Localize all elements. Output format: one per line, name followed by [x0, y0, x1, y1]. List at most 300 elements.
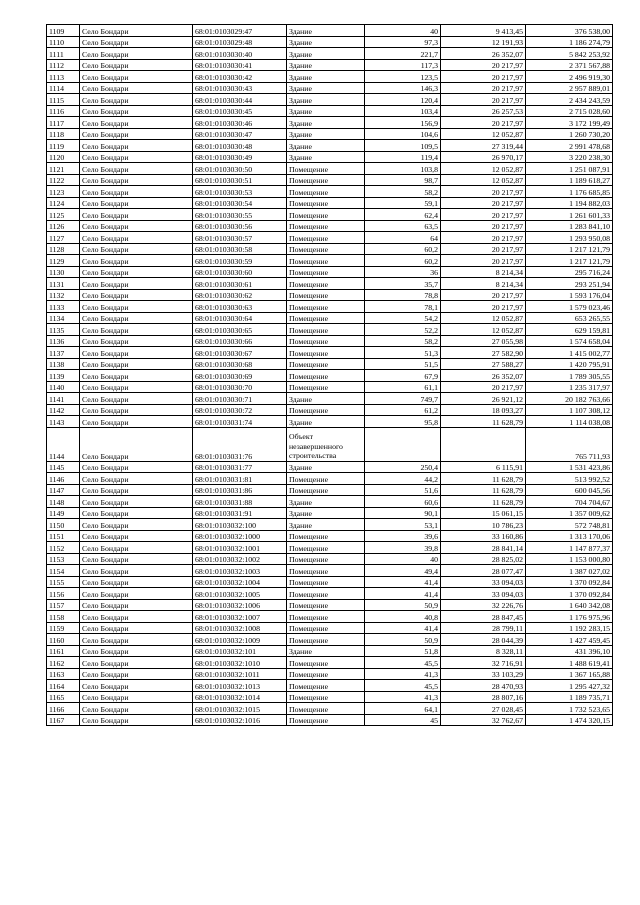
cadastral-number-cell: 68:01:0103030:51 — [193, 174, 287, 186]
cadastral-value-cell: 1 192 283,15 — [526, 622, 613, 634]
cadastral-number-cell: 68:01:0103030:70 — [193, 381, 287, 393]
cadastral-number-cell: 68:01:0103029:48 — [193, 36, 287, 48]
row-number-cell: 1123 — [47, 186, 80, 198]
row-number-cell: 1154 — [47, 565, 80, 577]
cadastral-value-cell: 1 107 308,12 — [526, 404, 613, 416]
settlement-cell: Село Бондари — [80, 232, 193, 244]
area-cell: 58,2 — [365, 335, 441, 347]
unit-price-cell: 15 061,15 — [441, 507, 526, 519]
row-number-cell: 1147 — [47, 484, 80, 496]
cadastral-number-cell: 68:01:0103030:59 — [193, 255, 287, 267]
area-cell: 60,6 — [365, 496, 441, 508]
table-row — [47, 289, 613, 301]
cadastral-number-cell: 68:01:0103032:1006 — [193, 599, 287, 611]
cadastral-number-cell: 68:01:0103030:40 — [193, 48, 287, 60]
cadastral-number-cell: 68:01:0103032:1001 — [193, 542, 287, 554]
area-cell: 58,2 — [365, 186, 441, 198]
object-type-cell: Здание — [287, 393, 365, 405]
table-row — [47, 82, 613, 94]
cadastral-value-cell: 1 574 658,04 — [526, 335, 613, 347]
unit-price-cell: 28 077,47 — [441, 565, 526, 577]
row-number-cell: 1151 — [47, 530, 80, 542]
row-number-cell: 1124 — [47, 197, 80, 209]
settlement-cell: Село Бондари — [80, 530, 193, 542]
row-number-cell: 1125 — [47, 209, 80, 221]
settlement-cell: Село Бондари — [80, 25, 193, 37]
cadastral-number-cell: 68:01:0103032:1008 — [193, 622, 287, 634]
table-row — [47, 324, 613, 336]
cadastral-value-cell: 1 235 317,97 — [526, 381, 613, 393]
area-cell: 63,5 — [365, 220, 441, 232]
area-cell: 95,8 — [365, 416, 441, 428]
settlement-cell: Село Бондари — [80, 278, 193, 290]
row-number-cell: 1109 — [47, 25, 80, 37]
table-row — [47, 634, 613, 646]
unit-price-cell: 11 628,79 — [441, 496, 526, 508]
property-register-table — [46, 24, 613, 726]
row-number-cell: 1120 — [47, 151, 80, 163]
settlement-cell: Село Бондари — [80, 393, 193, 405]
cadastral-number-cell: 68:01:0103030:67 — [193, 347, 287, 359]
register-body — [47, 25, 613, 726]
table-row — [47, 255, 613, 267]
settlement-cell: Село Бондари — [80, 174, 193, 186]
cadastral-value-cell: 2 371 567,88 — [526, 59, 613, 71]
cadastral-number-cell: 68:01:0103032:1004 — [193, 576, 287, 588]
area-cell: 146,3 — [365, 82, 441, 94]
cadastral-number-cell: 68:01:0103032:1015 — [193, 703, 287, 715]
area-cell: 67,9 — [365, 370, 441, 382]
object-type-cell: Помещение — [287, 278, 365, 290]
table-row — [47, 404, 613, 416]
settlement-cell: Село Бондари — [80, 312, 193, 324]
area-cell: 45,5 — [365, 680, 441, 692]
settlement-cell: Село Бондари — [80, 657, 193, 669]
settlement-cell: Село Бондари — [80, 82, 193, 94]
row-number-cell: 1119 — [47, 140, 80, 152]
table-row — [47, 703, 613, 715]
unit-price-cell: 32 762,67 — [441, 714, 526, 726]
area-cell: 40,8 — [365, 611, 441, 623]
object-type-cell: Здание — [287, 36, 365, 48]
area-cell: 61,1 — [365, 381, 441, 393]
table-row — [47, 645, 613, 657]
object-type-cell: Здание — [287, 71, 365, 83]
cadastral-value-cell: 1 732 523,65 — [526, 703, 613, 715]
object-type-cell: Помещение — [287, 657, 365, 669]
object-type-cell: Здание — [287, 519, 365, 531]
cadastral-value-cell: 20 182 763,66 — [526, 393, 613, 405]
cadastral-value-cell: 1 640 342,08 — [526, 599, 613, 611]
unit-price-cell: 33 094,03 — [441, 588, 526, 600]
cadastral-number-cell: 68:01:0103031:77 — [193, 461, 287, 473]
table-row — [47, 117, 613, 129]
object-type-cell: Помещение — [287, 266, 365, 278]
table-row — [47, 657, 613, 669]
settlement-cell: Село Бондари — [80, 151, 193, 163]
unit-price-cell: 20 217,97 — [441, 197, 526, 209]
cadastral-number-cell: 68:01:0103031:91 — [193, 507, 287, 519]
settlement-cell: Село Бондари — [80, 427, 193, 461]
cadastral-number-cell: 68:01:0103030:54 — [193, 197, 287, 209]
area-cell: 41,4 — [365, 622, 441, 634]
row-number-cell: 1148 — [47, 496, 80, 508]
settlement-cell: Село Бондари — [80, 703, 193, 715]
unit-price-cell: 28 841,14 — [441, 542, 526, 554]
settlement-cell: Село Бондари — [80, 71, 193, 83]
cadastral-number-cell: 68:01:0103029:47 — [193, 25, 287, 37]
table-row — [47, 576, 613, 588]
object-type-cell: Помещение — [287, 691, 365, 703]
settlement-cell: Село Бондари — [80, 94, 193, 106]
cadastral-value-cell: 2 434 243,59 — [526, 94, 613, 106]
cadastral-number-cell: 68:01:0103032:100 — [193, 519, 287, 531]
object-type-cell: Помещение — [287, 634, 365, 646]
area-cell: 60,2 — [365, 243, 441, 255]
object-type-cell: Помещение — [287, 484, 365, 496]
object-type-cell: Здание — [287, 128, 365, 140]
cadastral-value-cell: 1 427 459,45 — [526, 634, 613, 646]
cadastral-value-cell: 1 260 730,20 — [526, 128, 613, 140]
row-number-cell: 1118 — [47, 128, 80, 140]
area-cell: 51,6 — [365, 484, 441, 496]
object-type-cell: Помещение — [287, 289, 365, 301]
row-number-cell: 1158 — [47, 611, 80, 623]
area-cell: 45 — [365, 714, 441, 726]
unit-price-cell: 18 093,27 — [441, 404, 526, 416]
table-row — [47, 266, 613, 278]
area-cell: 53,1 — [365, 519, 441, 531]
area-cell: 109,5 — [365, 140, 441, 152]
object-type-cell: Помещение — [287, 530, 365, 542]
cadastral-value-cell: 765 711,93 — [526, 427, 613, 461]
row-number-cell: 1135 — [47, 324, 80, 336]
area-cell: 250,4 — [365, 461, 441, 473]
area-cell: 117,3 — [365, 59, 441, 71]
cadastral-number-cell: 68:01:0103031:76 — [193, 427, 287, 461]
object-type-cell: Здание — [287, 645, 365, 657]
area-cell: 64,1 — [365, 703, 441, 715]
row-number-cell: 1134 — [47, 312, 80, 324]
unit-price-cell: 6 115,91 — [441, 461, 526, 473]
row-number-cell: 1131 — [47, 278, 80, 290]
unit-price-cell: 26 970,17 — [441, 151, 526, 163]
settlement-cell: Село Бондари — [80, 473, 193, 485]
area-cell: 36 — [365, 266, 441, 278]
object-type-cell: Помещение — [287, 404, 365, 416]
area-cell — [365, 427, 441, 461]
area-cell: 156,9 — [365, 117, 441, 129]
settlement-cell: Село Бондари — [80, 358, 193, 370]
cadastral-number-cell: 68:01:0103032:1010 — [193, 657, 287, 669]
area-cell: 45,5 — [365, 657, 441, 669]
area-cell: 51,5 — [365, 358, 441, 370]
unit-price-cell: 28 044,39 — [441, 634, 526, 646]
settlement-cell: Село Бондари — [80, 163, 193, 175]
unit-price-cell: 26 921,12 — [441, 393, 526, 405]
object-type-cell: Помещение — [287, 553, 365, 565]
row-number-cell: 1122 — [47, 174, 80, 186]
table-row — [47, 36, 613, 48]
table-row — [47, 473, 613, 485]
area-cell: 41,4 — [365, 588, 441, 600]
unit-price-cell: 27 028,45 — [441, 703, 526, 715]
settlement-cell: Село Бондари — [80, 507, 193, 519]
unit-price-cell: 20 217,97 — [441, 232, 526, 244]
area-cell: 221,7 — [365, 48, 441, 60]
unit-price-cell: 8 328,11 — [441, 645, 526, 657]
object-type-cell: Помещение — [287, 576, 365, 588]
cadastral-value-cell: 1 189 618,27 — [526, 174, 613, 186]
row-number-cell: 1157 — [47, 599, 80, 611]
cadastral-value-cell: 2 991 478,68 — [526, 140, 613, 152]
row-number-cell: 1111 — [47, 48, 80, 60]
row-number-cell: 1159 — [47, 622, 80, 634]
area-cell: 119,4 — [365, 151, 441, 163]
area-cell: 78,8 — [365, 289, 441, 301]
table-row — [47, 59, 613, 71]
row-number-cell: 1128 — [47, 243, 80, 255]
cadastral-value-cell: 1 147 877,37 — [526, 542, 613, 554]
cadastral-value-cell: 1 194 882,03 — [526, 197, 613, 209]
cadastral-number-cell: 68:01:0103031:86 — [193, 484, 287, 496]
unit-price-cell: 8 214,34 — [441, 266, 526, 278]
cadastral-number-cell: 68:01:0103030:49 — [193, 151, 287, 163]
object-type-cell: Помещение — [287, 714, 365, 726]
cadastral-number-cell: 68:01:0103030:50 — [193, 163, 287, 175]
area-cell: 50,9 — [365, 599, 441, 611]
object-type-cell: Здание — [287, 416, 365, 428]
table-row — [47, 163, 613, 175]
cadastral-value-cell: 1 283 841,10 — [526, 220, 613, 232]
area-cell: 35,7 — [365, 278, 441, 290]
cadastral-number-cell: 68:01:0103032:1005 — [193, 588, 287, 600]
row-number-cell: 1133 — [47, 301, 80, 313]
cadastral-number-cell: 68:01:0103030:65 — [193, 324, 287, 336]
row-number-cell: 1113 — [47, 71, 80, 83]
unit-price-cell: 10 786,23 — [441, 519, 526, 531]
object-type-cell: Помещение — [287, 381, 365, 393]
unit-price-cell: 20 217,97 — [441, 301, 526, 313]
area-cell: 44,2 — [365, 473, 441, 485]
cadastral-value-cell: 1 415 002,77 — [526, 347, 613, 359]
object-type-cell: Помещение — [287, 680, 365, 692]
row-number-cell: 1164 — [47, 680, 80, 692]
cadastral-number-cell: 68:01:0103030:66 — [193, 335, 287, 347]
settlement-cell: Село Бондари — [80, 576, 193, 588]
row-number-cell: 1165 — [47, 691, 80, 703]
cadastral-value-cell: 1 579 023,46 — [526, 301, 613, 313]
unit-price-cell: 33 094,03 — [441, 576, 526, 588]
row-number-cell: 1132 — [47, 289, 80, 301]
object-type-cell: Помещение — [287, 542, 365, 554]
unit-price-cell: 20 217,97 — [441, 59, 526, 71]
table-row — [47, 71, 613, 83]
cadastral-number-cell: 68:01:0103030:43 — [193, 82, 287, 94]
unit-price-cell: 20 217,97 — [441, 209, 526, 221]
row-number-cell: 1138 — [47, 358, 80, 370]
object-type-cell: Помещение — [287, 312, 365, 324]
object-type-cell: Здание — [287, 48, 365, 60]
settlement-cell: Село Бондари — [80, 347, 193, 359]
cadastral-number-cell: 68:01:0103031:81 — [193, 473, 287, 485]
area-cell: 749,7 — [365, 393, 441, 405]
area-cell: 51,3 — [365, 347, 441, 359]
settlement-cell: Село Бондари — [80, 266, 193, 278]
unit-price-cell: 20 217,97 — [441, 289, 526, 301]
cadastral-number-cell: 68:01:0103032:1002 — [193, 553, 287, 565]
cadastral-value-cell: 293 251,94 — [526, 278, 613, 290]
cadastral-value-cell: 376 538,00 — [526, 25, 613, 37]
cadastral-number-cell: 68:01:0103030:42 — [193, 71, 287, 83]
cadastral-value-cell: 1 261 601,33 — [526, 209, 613, 221]
unit-price-cell: 27 582,90 — [441, 347, 526, 359]
table-row — [47, 599, 613, 611]
row-number-cell: 1167 — [47, 714, 80, 726]
settlement-cell: Село Бондари — [80, 404, 193, 416]
area-cell: 61,2 — [365, 404, 441, 416]
unit-price-cell: 20 217,97 — [441, 71, 526, 83]
area-cell: 51,8 — [365, 645, 441, 657]
unit-price-cell: 28 825,02 — [441, 553, 526, 565]
table-row — [47, 232, 613, 244]
cadastral-number-cell: 68:01:0103030:55 — [193, 209, 287, 221]
object-type-cell: Помещение — [287, 232, 365, 244]
unit-price-cell: 27 319,44 — [441, 140, 526, 152]
row-number-cell: 1152 — [47, 542, 80, 554]
settlement-cell: Село Бондари — [80, 634, 193, 646]
row-number-cell: 1142 — [47, 404, 80, 416]
settlement-cell: Село Бондари — [80, 381, 193, 393]
settlement-cell: Село Бондари — [80, 186, 193, 198]
settlement-cell: Село Бондари — [80, 289, 193, 301]
unit-price-cell: 27 588,27 — [441, 358, 526, 370]
object-type-cell: Помещение — [287, 163, 365, 175]
settlement-cell: Село Бондари — [80, 335, 193, 347]
unit-price-cell: 32 716,91 — [441, 657, 526, 669]
settlement-cell: Село Бондари — [80, 370, 193, 382]
row-number-cell: 1140 — [47, 381, 80, 393]
settlement-cell: Село Бондари — [80, 48, 193, 60]
cadastral-number-cell: 68:01:0103031:88 — [193, 496, 287, 508]
cadastral-number-cell: 68:01:0103030:46 — [193, 117, 287, 129]
cadastral-value-cell: 1 176 975,96 — [526, 611, 613, 623]
unit-price-cell: 20 217,97 — [441, 94, 526, 106]
unit-price-cell: 26 257,53 — [441, 105, 526, 117]
cadastral-number-cell: 68:01:0103030:57 — [193, 232, 287, 244]
row-number-cell: 1110 — [47, 36, 80, 48]
cadastral-number-cell: 68:01:0103030:44 — [193, 94, 287, 106]
row-number-cell: 1121 — [47, 163, 80, 175]
unit-price-cell: 20 217,97 — [441, 220, 526, 232]
settlement-cell: Село Бондари — [80, 301, 193, 313]
cadastral-value-cell: 704 704,67 — [526, 496, 613, 508]
cadastral-number-cell: 68:01:0103032:1011 — [193, 668, 287, 680]
table-row — [47, 243, 613, 255]
cadastral-number-cell: 68:01:0103030:72 — [193, 404, 287, 416]
cadastral-number-cell: 68:01:0103030:45 — [193, 105, 287, 117]
object-type-cell: Здание — [287, 151, 365, 163]
area-cell: 50,9 — [365, 634, 441, 646]
cadastral-value-cell: 1 293 950,08 — [526, 232, 613, 244]
cadastral-number-cell: 68:01:0103030:61 — [193, 278, 287, 290]
row-number-cell: 1166 — [47, 703, 80, 715]
object-type-cell: Помещение — [287, 358, 365, 370]
area-cell: 103,4 — [365, 105, 441, 117]
cadastral-value-cell: 1 367 165,88 — [526, 668, 613, 680]
table-row — [47, 312, 613, 324]
unit-price-cell: 20 217,97 — [441, 255, 526, 267]
cadastral-value-cell: 1 420 795,91 — [526, 358, 613, 370]
cadastral-number-cell: 68:01:0103032:1009 — [193, 634, 287, 646]
cadastral-value-cell: 629 159,81 — [526, 324, 613, 336]
unit-price-cell: 11 628,79 — [441, 416, 526, 428]
settlement-cell: Село Бондари — [80, 140, 193, 152]
row-number-cell: 1155 — [47, 576, 80, 588]
unit-price-cell: 27 055,98 — [441, 335, 526, 347]
table-row — [47, 278, 613, 290]
object-type-cell: Помещение — [287, 197, 365, 209]
table-row — [47, 668, 613, 680]
unit-price-cell: 28 807,16 — [441, 691, 526, 703]
row-number-cell: 1115 — [47, 94, 80, 106]
row-number-cell: 1146 — [47, 473, 80, 485]
table-row — [47, 347, 613, 359]
unit-price-cell: 20 217,97 — [441, 243, 526, 255]
cadastral-value-cell: 1 488 619,41 — [526, 657, 613, 669]
area-cell: 40 — [365, 553, 441, 565]
settlement-cell: Село Бондари — [80, 542, 193, 554]
row-number-cell: 1144 — [47, 427, 80, 461]
unit-price-cell: 28 847,45 — [441, 611, 526, 623]
object-type-cell: Объект незавершенного строительства — [287, 427, 365, 461]
unit-price-cell: 20 217,97 — [441, 381, 526, 393]
table-row — [47, 416, 613, 428]
table-row — [47, 393, 613, 405]
settlement-cell: Село Бондари — [80, 209, 193, 221]
row-number-cell: 1129 — [47, 255, 80, 267]
table-row — [47, 25, 613, 37]
object-type-cell: Здание — [287, 140, 365, 152]
object-type-cell: Помещение — [287, 324, 365, 336]
cadastral-number-cell: 68:01:0103032:1007 — [193, 611, 287, 623]
table-row — [47, 427, 613, 461]
settlement-cell: Село Бондари — [80, 220, 193, 232]
object-type-cell: Помещение — [287, 186, 365, 198]
cadastral-value-cell: 5 842 253,92 — [526, 48, 613, 60]
settlement-cell: Село Бондари — [80, 324, 193, 336]
row-number-cell: 1143 — [47, 416, 80, 428]
cadastral-value-cell: 1 217 121,79 — [526, 243, 613, 255]
settlement-cell: Село Бондари — [80, 565, 193, 577]
cadastral-number-cell: 68:01:0103030:63 — [193, 301, 287, 313]
unit-price-cell: 12 052,87 — [441, 312, 526, 324]
table-row — [47, 358, 613, 370]
settlement-cell: Село Бондари — [80, 416, 193, 428]
unit-price-cell: 33 103,29 — [441, 668, 526, 680]
cadastral-value-cell: 572 748,81 — [526, 519, 613, 531]
row-number-cell: 1137 — [47, 347, 80, 359]
cadastral-number-cell: 68:01:0103030:69 — [193, 370, 287, 382]
cadastral-value-cell: 1 295 427,32 — [526, 680, 613, 692]
area-cell: 97,3 — [365, 36, 441, 48]
object-type-cell: Здание — [287, 496, 365, 508]
cadastral-value-cell: 1 313 170,06 — [526, 530, 613, 542]
row-number-cell: 1117 — [47, 117, 80, 129]
area-cell: 41,3 — [365, 668, 441, 680]
area-cell: 123,5 — [365, 71, 441, 83]
cadastral-number-cell: 68:01:0103032:1016 — [193, 714, 287, 726]
